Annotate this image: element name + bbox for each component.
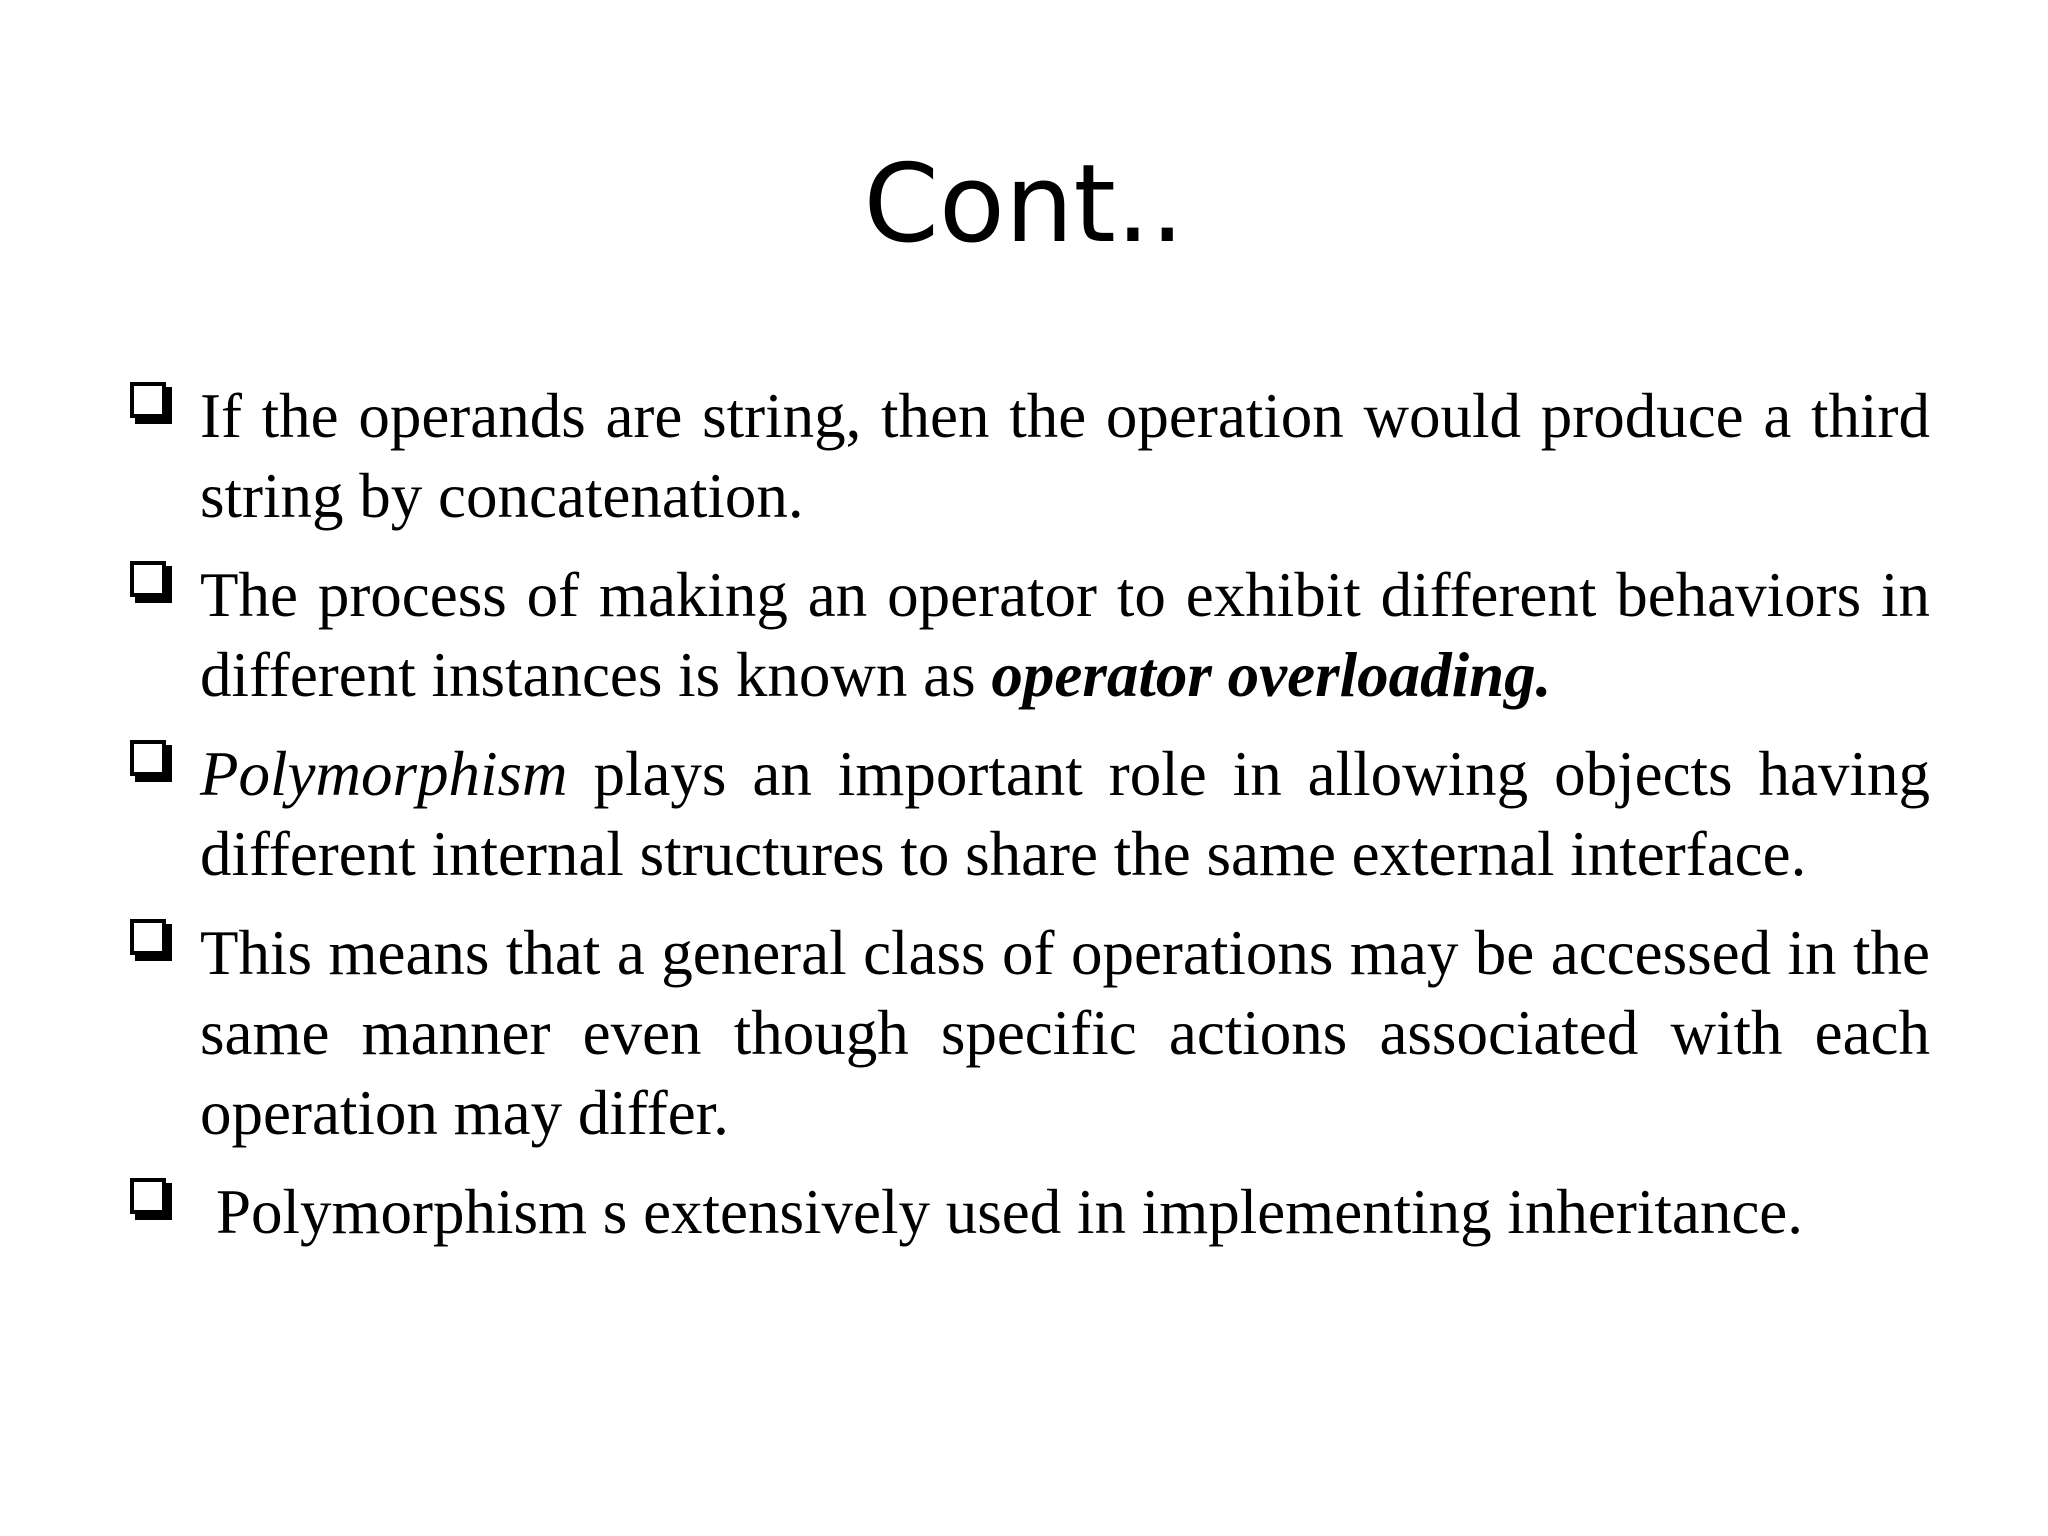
bullet-text: This means that a general class of operations may be accessed in the same manner even though specific actions associated with each operation may differ. — [200, 918, 1930, 1148]
bullet-item — [130, 913, 1930, 1153]
slide-title: Cont.. — [863, 142, 1185, 267]
bullet-text: Polymorphism s extensively used in implementing inheritance. — [216, 1177, 1803, 1247]
bullet-item — [130, 555, 1930, 715]
shadowed-square-icon — [130, 382, 172, 424]
bullet-text: plays an important role in allowing objects having different internal structures to share the same external interface. — [200, 739, 1930, 889]
shadowed-square-icon — [130, 740, 172, 782]
bullet-item — [130, 376, 1930, 536]
bullet-item — [130, 1172, 1930, 1252]
bullet-text: If the operands are string, then the operation would produce a third string by concatenation. — [200, 381, 1930, 531]
bullet-list — [130, 376, 1930, 1271]
bullet-item — [130, 734, 1930, 894]
bullet-text: The process of making an operator to exhibit different behaviors in different instances is known as — [200, 560, 1930, 710]
bullet-emphasis: Polymorphism — [200, 739, 568, 809]
shadowed-square-icon — [130, 1178, 172, 1220]
shadowed-square-icon — [130, 919, 172, 961]
bullet-emphasis: operator overloading. — [991, 640, 1552, 710]
shadowed-square-icon — [130, 561, 172, 603]
